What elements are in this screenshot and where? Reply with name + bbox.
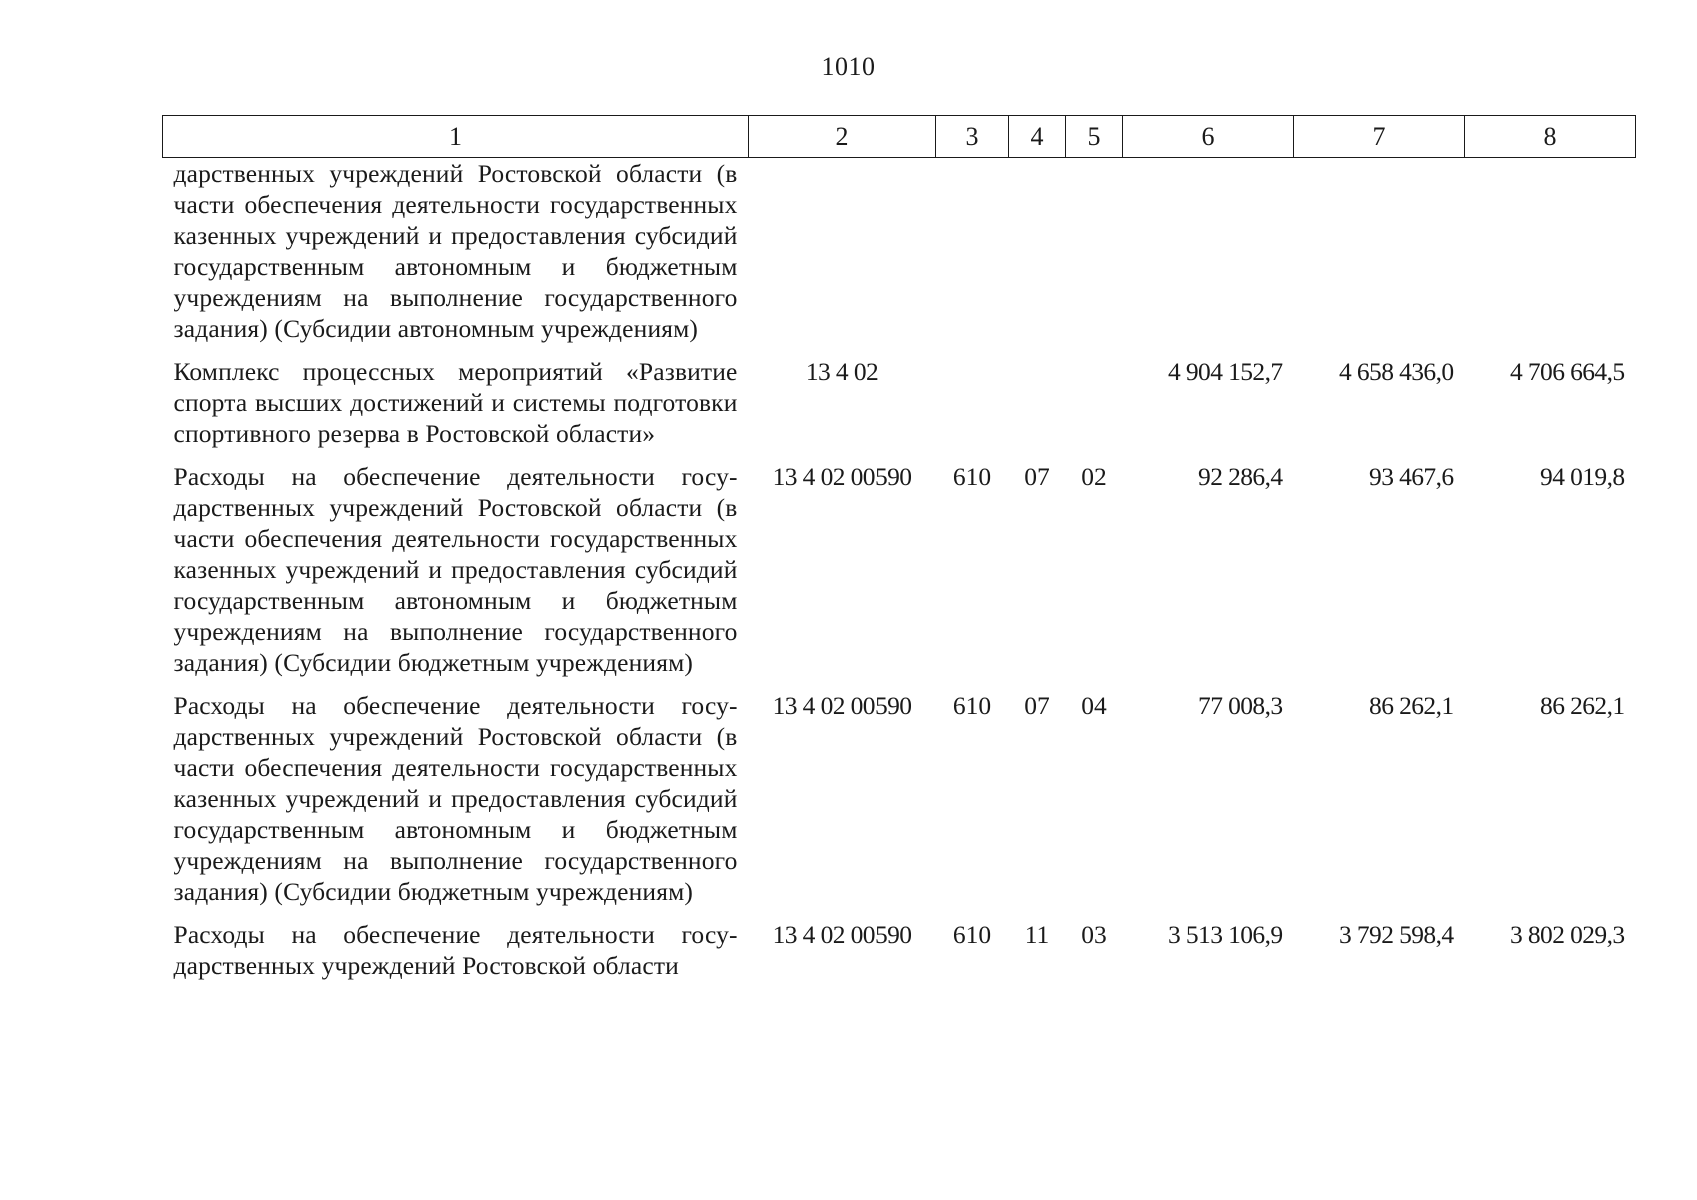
row-sum-year-3 [1465,158,1636,357]
column-header-3: 3 [936,116,1009,158]
budget-table [162,115,1636,981]
row-description: Расходы на обеспечение деятельности государственных учреждений Ростовской области [173,920,738,980]
table-row [163,158,1636,357]
row-expense-type [936,158,1009,357]
column-header-2: 2 [749,116,936,158]
table-row [163,690,1636,919]
row-sum-year-2: 3 792 598,4 [1338,920,1454,949]
column-header-7: 7 [1294,116,1465,158]
row-section: 11 [1024,920,1050,949]
row-target-code [749,158,936,357]
row-target-code: 13 4 02 00590 [772,920,912,949]
row-description: Комплекс процессных мероприятий «Развитие спорта высших достижений и системы подготовки спортивного резерва в Ростовской области» [173,357,738,448]
row-subsection [1066,356,1123,461]
row-sum-year-3: 94 019,8 [1540,462,1625,491]
row-sum-year-2: 4 658 436,0 [1338,357,1454,386]
row-sum-year-1: 92 286,4 [1198,462,1283,491]
row-sum-year-2: 86 262,1 [1369,691,1454,720]
column-header-6: 6 [1123,116,1294,158]
row-expense-type: 610 [952,691,992,720]
column-header-1: 1 [163,116,749,158]
row-subsection [1066,158,1123,357]
column-header-8: 8 [1465,116,1636,158]
row-sum-year-2: 93 467,6 [1369,462,1454,491]
row-target-code: 13 4 02 00590 [772,462,912,491]
row-expense-type [936,356,1009,461]
row-section [1009,158,1066,357]
row-sum-year-1: 4 904 152,7 [1167,357,1283,386]
row-sum-year-1: 77 008,3 [1198,691,1283,720]
row-description: Расходы на обеспечение деятельности государственных учреждений Ростовской области (в части обеспечения деятельности государственных казенных учреждений и предоставления субсидий государственным автономным и бюджетным учреждениям на выполнение государственного задания) (Субсидии бюджетным учреждениям) [173,691,738,906]
row-subsection: 04 [1081,691,1107,720]
row-description: Расходы на обеспечение деятельности государственных учреждений Ростовской области (в части обеспечения деятельности государственных казенных учреждений и предоставления субсидий государственным автономным и бюджетным учреждениям на выполнение государственного задания) (Субсидии бюджетным учреждениям) [173,462,738,677]
row-sum-year-2 [1294,158,1465,357]
page-number: 1010 [821,52,876,81]
row-sum-year-3: 3 802 029,3 [1509,920,1625,949]
row-sum-year-3: 86 262,1 [1540,691,1625,720]
row-subsection: 03 [1081,920,1107,949]
row-sum-year-1 [1123,158,1294,357]
row-expense-type: 610 [952,462,992,491]
row-target-code: 13 4 02 00590 [772,691,912,720]
row-expense-type: 610 [952,920,992,949]
row-section: 07 [1024,462,1050,491]
row-sum-year-1: 3 513 106,9 [1167,920,1283,949]
row-sum-year-3: 4 706 664,5 [1509,357,1625,386]
table-row [163,461,1636,690]
row-section: 07 [1024,691,1050,720]
table-header-row [163,116,1636,158]
row-description: дарственных учреждений Ростовской области (в части обеспечения деятельности государственных казенных учреждений и предоставления субсидий государственным автономным и бюджетным учреждениям на выполнение государственного задания) (Субсидии автономным учреждениям) [173,159,738,343]
row-section [1009,356,1066,461]
row-target-code: 13 4 02 [805,357,879,386]
column-header-4: 4 [1009,116,1066,158]
table-row [163,919,1636,981]
column-header-5: 5 [1066,116,1123,158]
row-subsection: 02 [1081,462,1107,491]
table-row [163,356,1636,461]
